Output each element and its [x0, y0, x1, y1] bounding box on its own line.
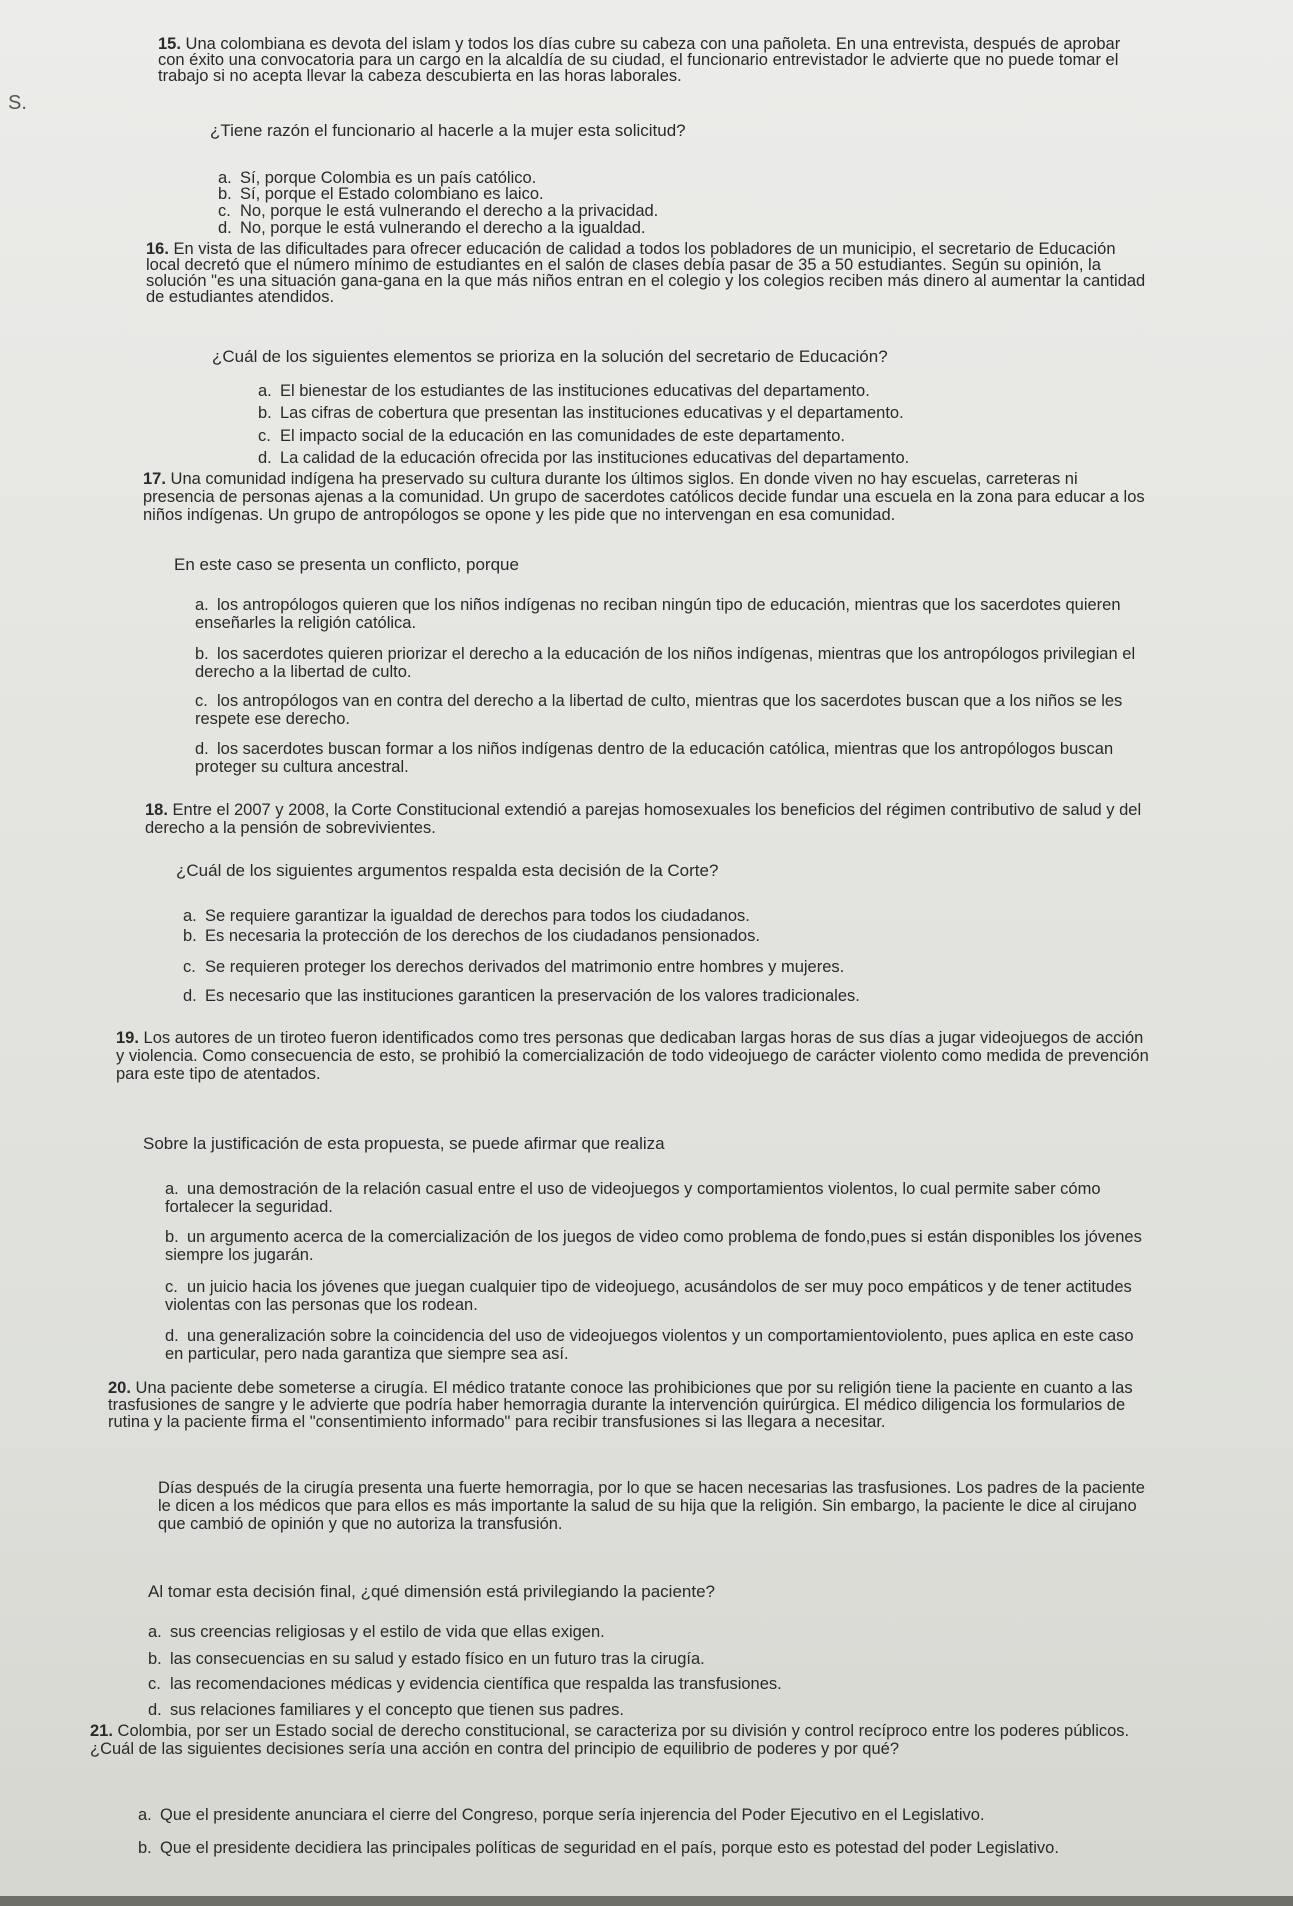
q19-option-a[interactable] [165, 1180, 1155, 1216]
option-letter: c. [195, 692, 208, 710]
option-text: Es necesario que las instituciones garanticen la preservación de los valores tradicionales. [205, 987, 860, 1005]
option-text: las recomendaciones médicas y evidencia científica que respalda las transfusiones. [170, 1675, 782, 1693]
option-text: El bienestar de los estudiantes de las instituciones educativas del departamento. [280, 382, 870, 400]
option-letter: b. [148, 1650, 162, 1668]
option-text: Sí, porque Colombia es un país católico. [240, 169, 537, 187]
option-text: los sacerdotes quieren priorizar el derecho a la educación de los niños indígenas, mientras que los antropólogos privilegian el derecho a la libertad de culto. [195, 645, 1136, 681]
option-letter: b. [258, 404, 272, 422]
q16-option-b[interactable] [258, 405, 1138, 421]
question-20-context [158, 1479, 1158, 1533]
q16-option-c[interactable] [258, 428, 1138, 444]
question-number: 15. [158, 35, 181, 53]
option-text: Se requiere garantizar la igualdad de derechos para todos los ciudadanos. [205, 907, 750, 925]
question-19-prompt: Sobre la justificación de esta propuesta, se puede afirmar que realiza [143, 1134, 665, 1153]
question-text: En vista de las dificultades para ofrecer educación de calidad a todos los pobladores de un municipio, el secretario de Educación local decretó que el número mínimo de estudiantes en el salón de clases debía pasar de 35 a 50 estudiantes. Según su opinión, la solución "es una situación gana-gana en la que más niños entran en el colegio y los colegios reciben más dinero al aumentar la cantidad de estudiantes atendidos. [146, 240, 1146, 306]
option-text: una generalización sobre la coincidencia del uso de videojuegos violentos y un comportamientoviolento, pues aplica en este caso en particular, pero nada garantiza que siempre sea así. [165, 1327, 1134, 1363]
q17-option-c[interactable] [195, 692, 1145, 728]
question-number: 20. [108, 1379, 131, 1397]
option-letter: d. [183, 987, 197, 1005]
option-letter: a. [195, 596, 209, 614]
option-text: un juicio hacia los jóvenes que juegan cualquier tipo de videojuego, acusándolos de ser muy poco empáticos y de tener actitudes violentas con las personas que los rodean. [165, 1278, 1132, 1314]
question-text: Una comunidad indígena ha preservado su cultura durante los últimos siglos. En donde viven no hay escuelas, carreteras ni presencia de personas ajenas a la comunidad. Un grupo de sacerdotes católicos decide fundar una escuela en la zona para educar a los niños indígenas. Un grupo de antropólogos se opone y les pide que no intervengan en esa comunidad. [143, 470, 1145, 524]
option-letter: a. [148, 1623, 162, 1641]
option-letter: b. [165, 1228, 179, 1246]
option-text: los antropólogos quieren que los niños indígenas no reciban ningún tipo de educación, mientras que los sacerdotes quieren enseñarles la religión católica. [195, 596, 1121, 632]
question-text: Colombia, por ser un Estado social de derecho constitucional, se caracteriza por su división y control recíproco entre los poderes públicos. ¿Cuál de las siguientes decisiones sería una acción en contra del principio de equilibrio de poderes y por qué? [90, 1722, 1130, 1758]
question-15-stem [158, 36, 1143, 84]
q18-option-b[interactable] [183, 927, 1133, 945]
option-letter: b. [218, 185, 232, 203]
question-15-prompt: ¿Tiene razón el funcionario al hacerle a la mujer esta solicitud? [210, 121, 686, 140]
q20-option-c[interactable] [148, 1675, 1148, 1693]
option-letter: b. [195, 645, 209, 663]
question-text: Entre el 2007 y 2008, la Corte Constitucional extendió a parejas homosexuales los beneficios del régimen contributivo de salud y del derecho a la pensión de sobrevivientes. [145, 801, 1142, 837]
q18-option-c[interactable] [183, 958, 1133, 976]
q17-option-d[interactable] [195, 740, 1145, 776]
question-number: 21. [90, 1722, 113, 1740]
question-number: 16. [146, 240, 169, 258]
option-letter: c. [165, 1278, 178, 1296]
option-letter: c. [218, 202, 231, 220]
option-letter: a. [218, 169, 232, 187]
option-text: sus creencias religiosas y el estilo de vida que ellas exigen. [170, 1623, 605, 1641]
q21-option-b[interactable] [138, 1839, 1158, 1857]
option-letter: d. [195, 740, 209, 758]
option-text: un argumento acerca de la comercialización de los juegos de video como problema de fondo,pues si están disponibles los jóvenes siempre los jugarán. [165, 1228, 1142, 1264]
option-text: Es necesaria la protección de los derechos de los ciudadanos pensionados. [205, 927, 760, 945]
question-16-stem [146, 241, 1146, 305]
question-17-stem [143, 470, 1148, 524]
option-text: las consecuencias en su salud y estado físico en un futuro tras la cirugía. [170, 1650, 705, 1668]
option-text: No, porque le está vulnerando el derecho a la igualdad. [240, 219, 646, 237]
question-number: 19. [116, 1029, 139, 1047]
q18-option-d[interactable] [183, 987, 1133, 1005]
q20-option-a[interactable] [148, 1623, 1148, 1641]
option-letter: b. [138, 1839, 152, 1857]
question-text: Una colombiana es devota del islam y todos los días cubre su cabeza con una pañoleta. En una entrevista, después de aprobar con éxito una convocatoria para un cargo en la alcaldía de su ciudad, el funcionario entrevistador le advierte que no puede tomar el trabajo si no acepta llevar la cabeza descubierta en las horas laborales. [158, 35, 1121, 85]
option-letter: c. [148, 1675, 161, 1693]
question-number: 17. [143, 470, 166, 488]
q17-option-a[interactable] [195, 596, 1145, 632]
option-text: Que el presidente anunciara el cierre del Congreso, porque sería injerencia del Poder Ejecutivo en el Legislativo. [160, 1806, 985, 1824]
q17-option-b[interactable] [195, 645, 1145, 681]
q20-option-b[interactable] [148, 1650, 1148, 1668]
question-19-stem [116, 1029, 1156, 1083]
q16-option-d[interactable] [258, 450, 1138, 466]
q19-option-d[interactable] [165, 1327, 1155, 1363]
q15-option-c[interactable] [218, 203, 1118, 219]
option-text: La calidad de la educación ofrecida por las instituciones educativas del departamento. [280, 449, 910, 467]
q16-option-a[interactable] [258, 383, 1138, 399]
option-letter: d. [258, 449, 272, 467]
q21-option-a[interactable] [138, 1806, 1158, 1824]
q15-option-a[interactable] [218, 170, 1118, 186]
question-16-prompt: ¿Cuál de los siguientes elementos se prioriza en la solución del secretario de Educación? [212, 347, 888, 366]
q19-option-b[interactable] [165, 1228, 1155, 1264]
q18-option-a[interactable] [183, 907, 1133, 925]
option-text: una demostración de la relación casual entre el uso de videojuegos y comportamientos violentos, lo cual permite saber cómo fortalecer la seguridad. [165, 1180, 1101, 1216]
option-text: los antropólogos van en contra del derecho a la libertad de culto, mientras que los sacerdotes buscan que a los niños se les respete ese derecho. [195, 692, 1123, 728]
question-17-prompt: En este caso se presenta un conflicto, porque [174, 555, 519, 574]
option-letter: d. [148, 1701, 162, 1719]
option-letter: a. [165, 1180, 179, 1198]
option-letter: d. [218, 219, 232, 237]
option-text: los sacerdotes buscan formar a los niños indígenas dentro de la educación católica, mientras que los antropólogos buscan proteger su cultura ancestral. [195, 740, 1114, 776]
option-text: Que el presidente decidiera las principales políticas de seguridad en el país, porque esto es potestad del poder Legislativo. [160, 1839, 1059, 1857]
option-text: Las cifras de cobertura que presentan las instituciones educativas y el departamento. [280, 404, 904, 422]
question-text-continued: Días después de la cirugía presenta una fuerte hemorragia, por lo que se hacen necesarias las trasfusiones. Los padres de la paciente le dicen a los médicos que para ellos es más importante la salud de su hija que la religión. Sin embargo, la paciente le dice al cirujano que cambió de opinión y que no autoriza la transfusión. [158, 1479, 1145, 1533]
option-letter: c. [258, 427, 271, 445]
q19-option-c[interactable] [165, 1278, 1155, 1314]
q20-option-d[interactable] [148, 1701, 1148, 1719]
option-letter: c. [183, 958, 196, 976]
option-text: Sí, porque el Estado colombiano es laico. [240, 185, 544, 203]
option-text: Se requieren proteger los derechos derivados del matrimonio entre hombres y mujeres. [205, 958, 845, 976]
option-letter: d. [165, 1327, 179, 1345]
option-text: No, porque le está vulnerando el derecho a la privacidad. [240, 202, 659, 220]
q15-option-b[interactable] [218, 186, 1118, 202]
question-18-stem [145, 801, 1150, 837]
question-18-prompt: ¿Cuál de los siguientes argumentos respalda esta decisión de la Corte? [176, 861, 719, 880]
option-letter: b. [183, 927, 197, 945]
question-text: Una paciente debe someterse a cirugía. El médico tratante conoce las prohibiciones que por su religión tiene la paciente en cuanto a las trasfusiones de sangre y le advierte que podría haber hemorragia durante la intervención quirúrgica. El médico diligencia los formularios de rutina y la paciente firma el "consentimiento informado" para recibir transfusiones si las llegara a necesitar. [108, 1379, 1133, 1431]
option-text: sus relaciones familiares y el concepto que tienen sus padres. [170, 1701, 624, 1719]
question-20-stem [108, 1380, 1158, 1431]
question-21-stem [90, 1722, 1160, 1758]
question-text: Los autores de un tiroteo fueron identificados como tres personas que dedicaban largas horas de sus días a jugar videojuegos de acción y violencia. Como consecuencia de esto, se prohibió la comercialización de todo videojuego de carácter violento como medida de prevención para este tipo de atentados. [116, 1029, 1149, 1083]
question-20-prompt: Al tomar esta decisión final, ¿qué dimensión está privilegiando la paciente? [148, 1582, 715, 1601]
option-text: El impacto social de la educación en las comunidades de este departamento. [280, 427, 846, 445]
q15-option-d[interactable] [218, 220, 1118, 236]
option-letter: a. [183, 907, 197, 925]
option-letter: a. [258, 382, 272, 400]
page-bottom-edge [0, 1896, 1293, 1906]
margin-mark: S. [8, 92, 27, 114]
option-letter: a. [138, 1806, 152, 1824]
question-number: 18. [145, 801, 168, 819]
